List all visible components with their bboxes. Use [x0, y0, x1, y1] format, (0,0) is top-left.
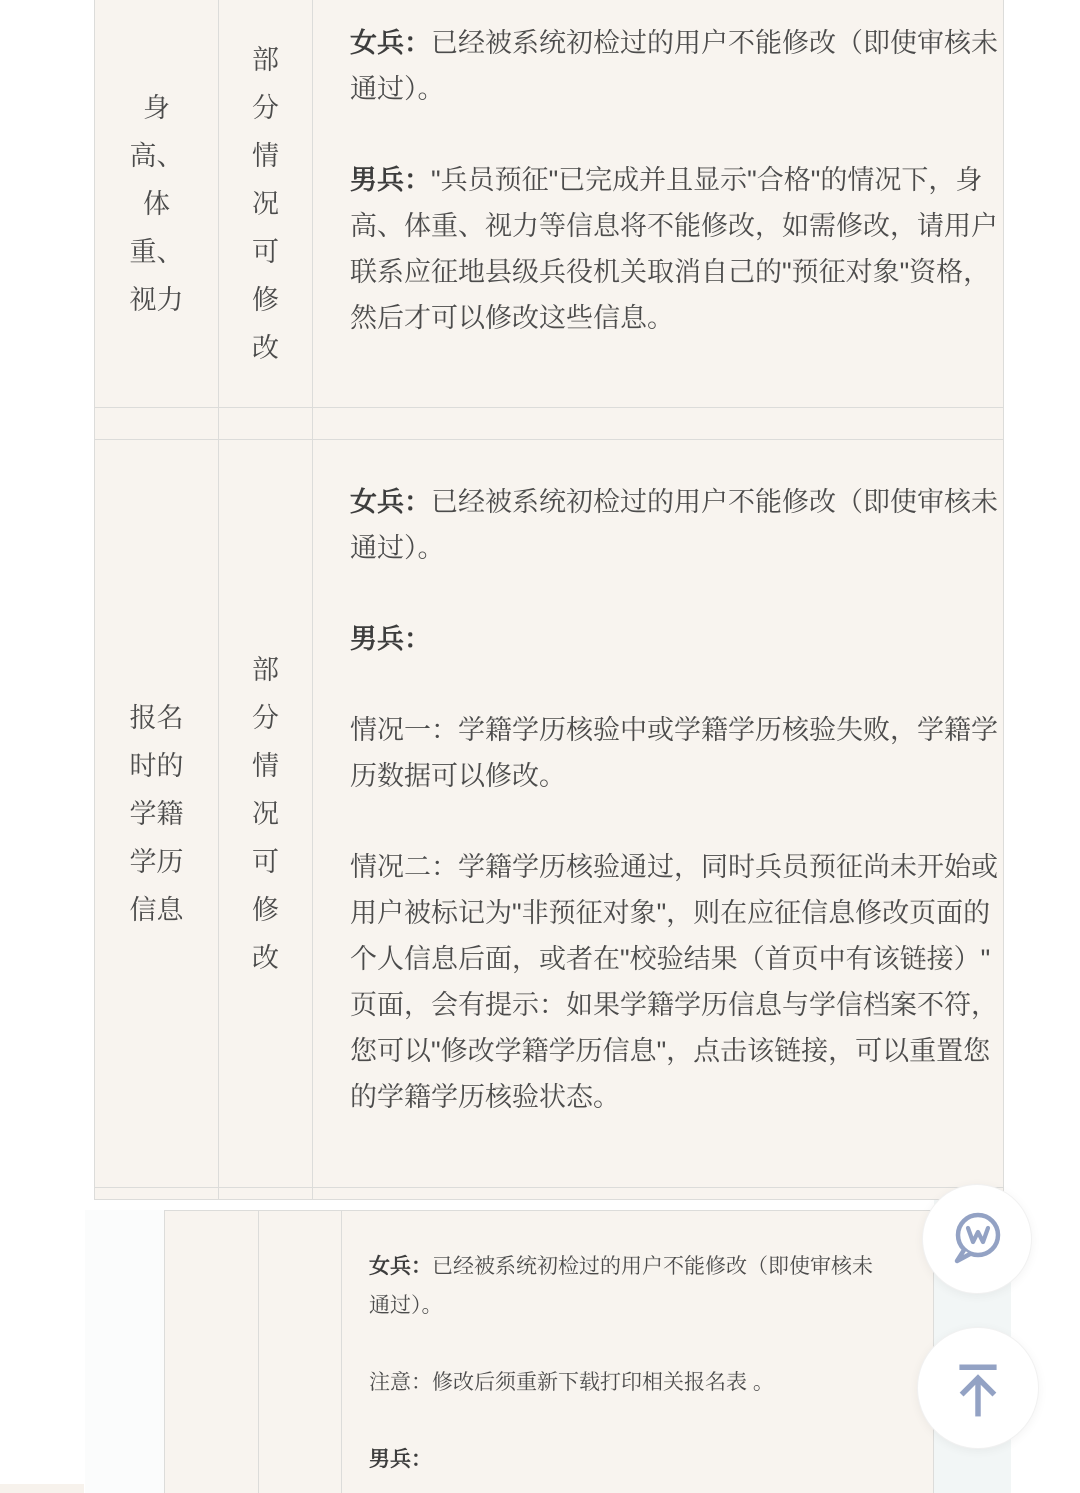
spacer-row-cell [219, 1188, 313, 1200]
row1-status-cell [219, 0, 313, 408]
row2-label: 报名 时的 学籍 学历 信息 [129, 702, 184, 925]
row2-status: 部 分 情 况 可 修 改 [252, 654, 279, 973]
row2-label-cell [95, 440, 219, 1188]
mini-status-cell [259, 1211, 342, 1493]
back-to-top-button[interactable] [917, 1327, 1039, 1449]
rules-table-scaled [164, 1210, 934, 1493]
spacer-row-cell [219, 408, 313, 440]
mini-table-gutter [85, 1210, 164, 1493]
row2-status-cell [219, 440, 313, 1188]
row2-content-cell [313, 440, 1004, 1188]
spacer-row-cell [313, 408, 1004, 440]
corner-patch [0, 1484, 84, 1493]
comment-bubble-icon [945, 1207, 1009, 1271]
back-to-top-icon [943, 1353, 1013, 1423]
comment-button[interactable] [922, 1184, 1032, 1294]
mini-content-cell [342, 1211, 934, 1493]
row1-content-cell [313, 0, 1004, 408]
spacer-row-cell [95, 408, 219, 440]
row1-label: 身 高、 体 重、 视力 [129, 92, 184, 315]
mini-paragraphs: 女兵：已经被系统初检过的用户不能修改（即使审核未 通过）。 注意：修改后须重新下载打印相关报名表 。 男兵： [369, 1255, 873, 1471]
spacer-row-cell [313, 1188, 1004, 1200]
spacer-row-cell [95, 1188, 219, 1200]
row1-status: 部 分 情 况 可 修 改 [252, 44, 279, 363]
row1-paragraphs: 女兵：已经被系统初检过的用户不能修改（即使审核未 通过）。 男兵："兵员预征"已完成并且显示"合格"的情况下，身 高、体重、视力等信息将不能修改，如需修改，请用户 联系应征地县级兵役机关取消自己的"预征对象"资格， 然后才可以修改这些信息。 [350, 28, 998, 333]
row2-paragraphs: 女兵：已经被系统初检过的用户不能修改（即使审核未 通过）。 男兵： 情况一：学籍学历核验中或学籍学历核验失败，学籍学 历数据可以修改。 情况二：学籍学历核验通过，同时兵员预征尚未开始或 用户被标记为"非预征对象"，则在应征信息修改页面的 个人信息后面，或者在"校验结果（首页中有该链接）" 页面，会有提示：如果学籍学历信息与学信档案不符， 您可以"修改学籍学历信息"，点击该链接，可以重置您 的学籍学历核验状态。 [350, 487, 998, 1112]
rules-table [94, 0, 1004, 1200]
row1-label-cell [95, 0, 219, 408]
mini-label-cell [165, 1211, 259, 1493]
